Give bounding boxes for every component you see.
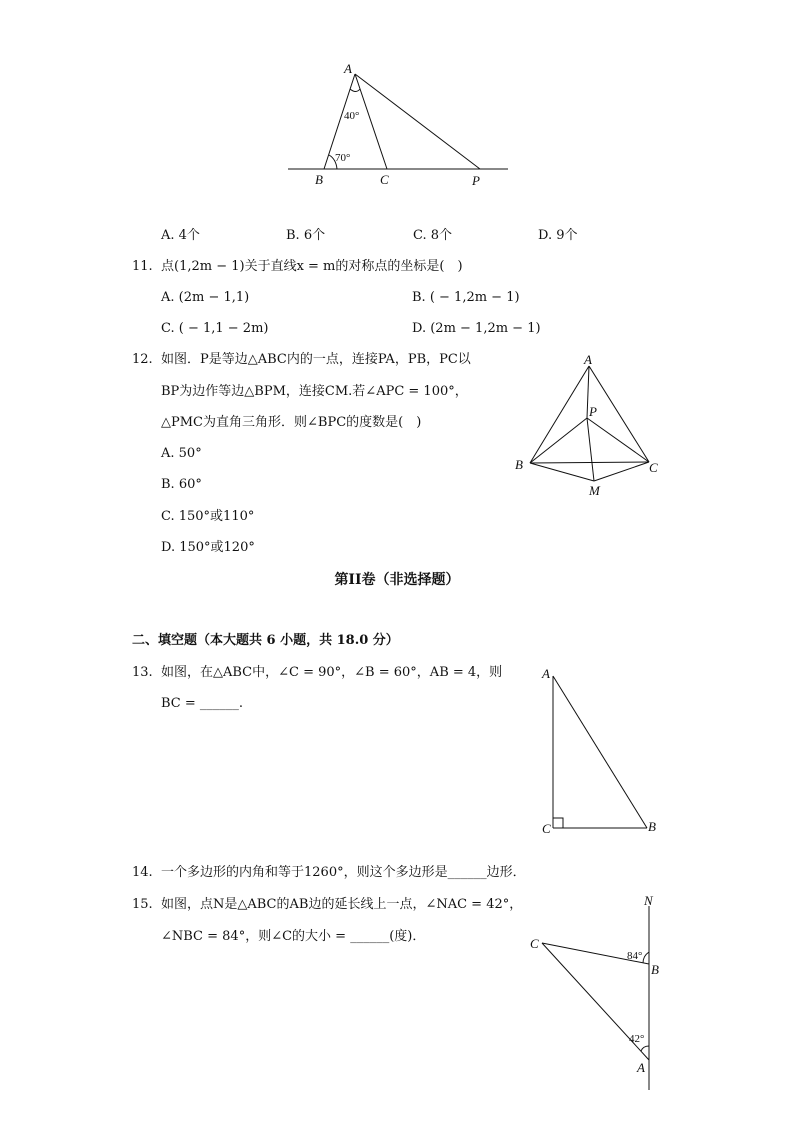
q10-figure — [280, 58, 520, 193]
q11-option-d: D. (2m − 1,2m − 1) — [412, 321, 541, 336]
q11-option-b: B. ( − 1,2m − 1) — [412, 290, 520, 305]
q13-line2: BC = ______. — [161, 696, 244, 711]
q12-number: 12. — [132, 352, 153, 367]
segment-ac — [589, 366, 649, 462]
q13-line1: 如图，在△ABC中，∠C = 90°，∠B = 60°，AB = 4，则 — [161, 665, 503, 680]
label-c: C — [530, 936, 539, 951]
label-n: N — [644, 893, 653, 908]
segment-ac — [355, 74, 387, 169]
q11-option-c: C. ( − 1,1 − 2m) — [161, 321, 269, 336]
q14-text: 一个多边形的内角和等于1260°，则这个多边形是______边形． — [161, 865, 526, 880]
angle-label-b: 70° — [335, 152, 351, 164]
segment-pm — [587, 418, 594, 481]
q15-line1: 如图，点N是△ABC的AB边的延长线上一点，∠NAC = 42°， — [161, 897, 523, 912]
q10-option-d: D. 9个 — [538, 228, 578, 243]
q11-option-a: A. (2m − 1,1) — [161, 290, 250, 305]
label-b: B — [315, 172, 323, 187]
angle-arc-a — [641, 1046, 649, 1051]
label-m: M — [589, 483, 600, 498]
label-a: A — [542, 666, 550, 681]
q12-line3: △PMC为直角三角形．则∠BPC的度数是( ) — [161, 415, 422, 430]
q12-option-b: B. 60° — [161, 477, 202, 492]
label-p: P — [589, 404, 597, 419]
q14-number: 14. — [132, 865, 153, 880]
q12-figure — [505, 350, 675, 500]
segment-cp — [587, 418, 649, 462]
q15-line2: ∠NBC = 84°，则∠C的大小 = ______(度)． — [161, 929, 426, 944]
segment-bc — [530, 462, 649, 463]
part2-title: 第II卷（非选择题） — [334, 572, 460, 588]
q15-figure — [525, 892, 675, 1092]
label-b: B — [651, 962, 659, 977]
segment-ab — [553, 676, 647, 828]
q11-stem: 点(1,2m − 1)关于直线x = m的对称点的坐标是( ) — [161, 259, 463, 274]
label-c: C — [542, 821, 551, 836]
right-angle-mark — [553, 818, 563, 828]
q12-option-c: C. 150°或110° — [161, 509, 255, 524]
q12-option-a: A. 50° — [161, 446, 202, 461]
q10-option-b: B. 6个 — [286, 228, 326, 243]
q13-figure — [535, 662, 665, 842]
q13-number: 13. — [132, 665, 153, 680]
angle-arc-a — [350, 89, 360, 92]
label-c: C — [649, 460, 658, 475]
section2-title: 二、填空题（本大题共 6 小题，共 18.0 分） — [132, 633, 399, 648]
segment-bp — [530, 418, 587, 463]
segment-cm — [594, 462, 649, 481]
label-b: B — [648, 819, 656, 834]
q12-option-d: D. 150°或120° — [161, 540, 255, 555]
label-b: B — [515, 457, 523, 472]
label-c: C — [380, 172, 389, 187]
segment-ab — [530, 366, 589, 463]
q12-line2: BP为边作等边△BPM，连接CM.若∠APC = 100°， — [161, 384, 468, 399]
segment-bm — [530, 463, 594, 481]
label-a: A — [344, 61, 352, 76]
angle-label-a: 40° — [344, 110, 360, 122]
segment-ap — [355, 74, 480, 169]
angle-label-a: 42° — [629, 1033, 645, 1045]
q10-option-c: C. 8个 — [413, 228, 453, 243]
label-p: P — [472, 173, 480, 188]
q12-line1: 如图．P是等边△ABC内的一点，连接PA，PB，PC以 — [161, 352, 471, 367]
angle-arc-b — [643, 952, 649, 963]
q10-option-a: A. 4个 — [161, 228, 200, 243]
angle-label-b: 84° — [627, 950, 643, 962]
label-a: A — [637, 1060, 645, 1075]
q11-number: 11. — [132, 259, 153, 274]
label-a: A — [584, 352, 592, 367]
q15-number: 15. — [132, 897, 153, 912]
